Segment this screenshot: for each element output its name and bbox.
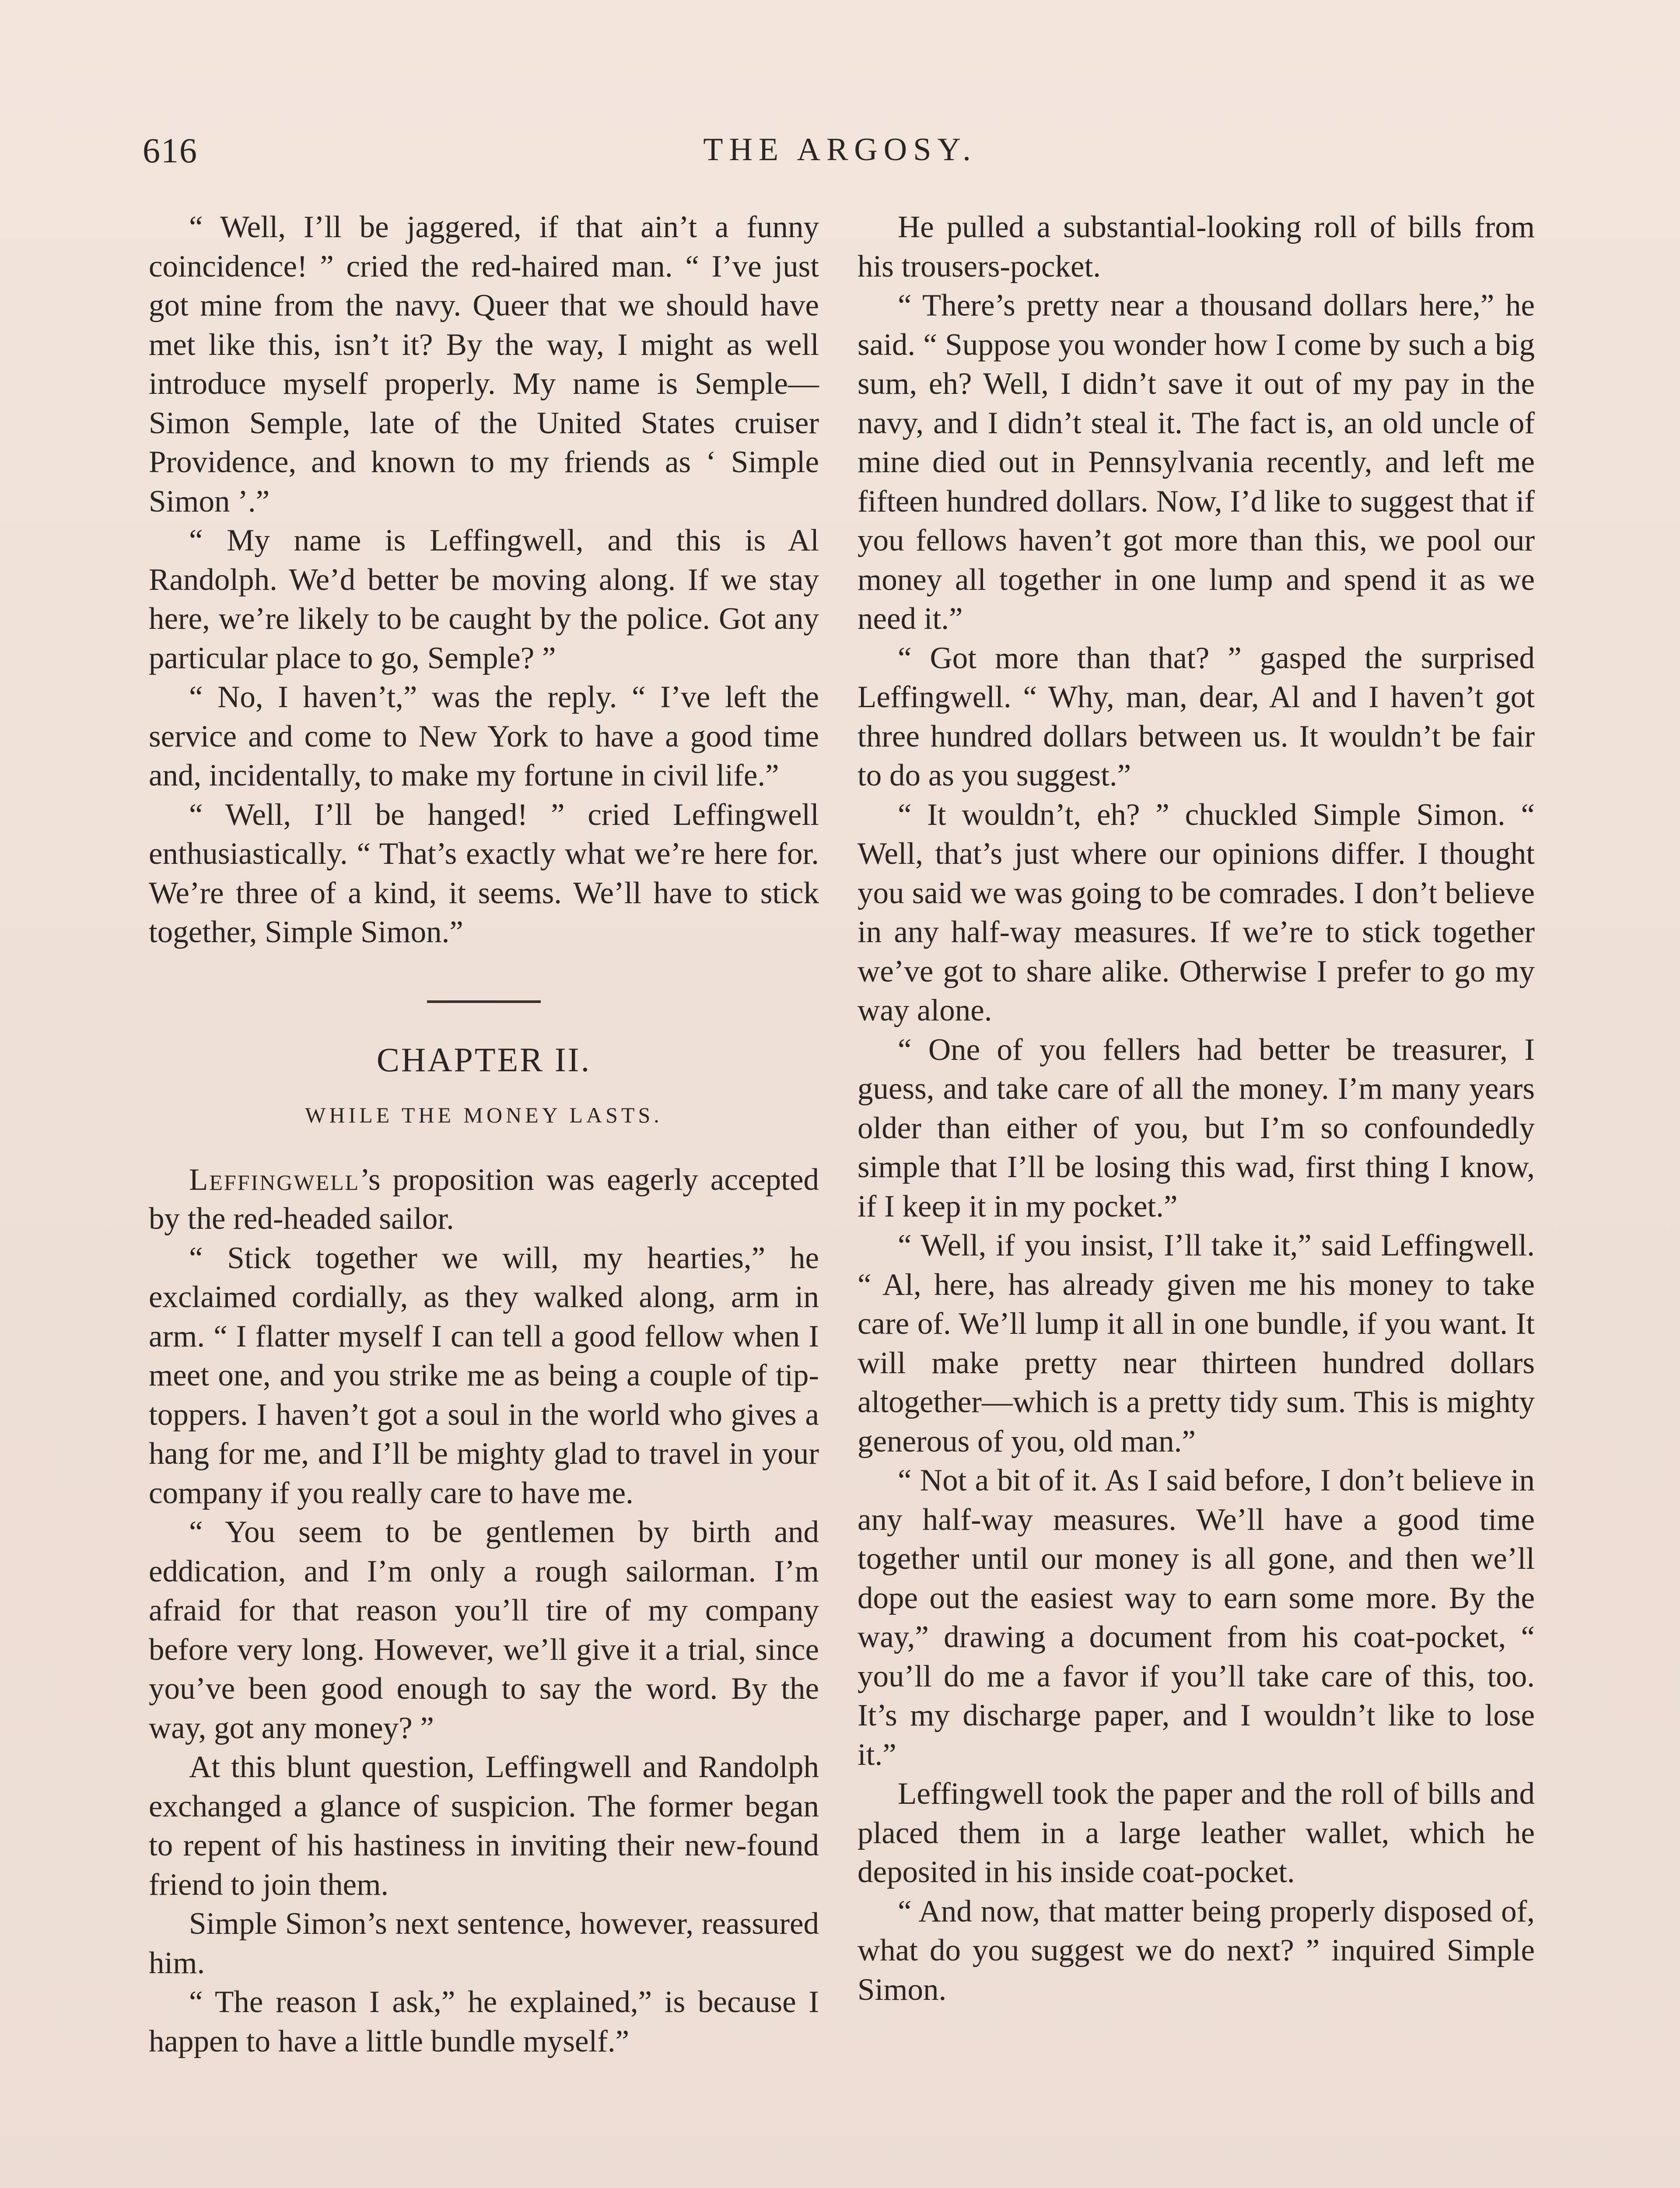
left-column [149,208,819,2061]
paragraph: Leffingwell took the paper and the roll of bills and placed them in a large leather wallet, which he deposited in his inside coat-pocket. [858,1777,1535,1889]
paragraph: “ Stick together we will, my hearties,” he exclaimed cordially, as they walked along, arm in arm. “ I flatter myself I can tell a good fellow when I meet one, and you strike me as being a couple of tip-toppers. I haven’t got a soul in the world who gives a hang for me, and I’ll be mighty glad to travel in your company if you really care to have me. [149,1241,819,1510]
paragraph: He pulled a substantial-looking roll of bills from his trousers-pocket. [858,210,1535,284]
chapter-title: CHAPTER II. [376,1040,592,1079]
page-header [0,131,1680,175]
right-column [858,208,1535,2009]
section-divider [427,1000,541,1003]
paragraph: “ Well, if you insist, I’ll take it,” said Leffingwell. “ Al, here, has already given me his money to take care of. We’ll lump it all in one bundle, if you want. It will make pretty near thirteen hundred dollars altogether—which is a pretty tidy sum. This is mighty generous of you, old man.” [858,1228,1535,1459]
paragraph: “ Got more than that? ” gasped the surprised Leffingwell. “ Why, man, dear, Al and I haven’t got three hundred dollars between us. It wouldn’t be fair to do as you suggest.” [858,641,1535,792]
paragraph: “ No, I haven’t,” was the reply. “ I’ve left the service and come to New York to have a good time and, incidentally, to make my fortune in civil life.” [149,680,819,792]
paragraph: “ Well, I’ll be jaggered, if that ain’t a funny coincidence! ” cried the red-haired man. “ I’ve just got mine from the navy. Queer that we should have met like this, isn’t it? By the way, I might as well introduce myself properly. My name is Semple—Simon Semple, late of the United States cruiser Providence, and known to my friends as ‘ Simple Simon ’.” [149,210,819,519]
paragraph: “ And now, that matter being properly disposed of, what do you suggest we do next? ” inquired Simple Simon. [858,1894,1535,2007]
paragraph: “ The reason I ask,” he explained,” is because I happen to have a little bundle myself.” [149,1985,819,2058]
paragraph: Simple Simon’s next sentence, however, reassured him. [149,1907,819,1980]
chapter-opening-paragraph [149,1161,819,1239]
paragraph: “ You seem to be gentlemen by birth and eddication, and I’m only a rough sailorman. I’m afraid for that reason you’ll tire of my company before very long. However, we’ll give it a trial, since you’ve been good enough to say the word. By the way, got any money? ” [149,1515,819,1745]
paragraph: “ One of you fellers had better be treasurer, I guess, and take care of all the money. I’m many years older than either of you, but I’m so confoundedly simple that I’ll be losing this wad, first thing I know, if I keep it in my pocket.” [858,1032,1535,1224]
page-number: 616 [143,132,198,170]
opening-small-caps: Leffingwell [189,1162,360,1197]
paragraph: “ It wouldn’t, eh? ” chuckled Simple Simon. “ Well, that’s just where our opinions differ. I thought you said we was going to be comrades. I don’t believe in any half-way measures. If we’re to stick together we’ve got to share alike. Otherwise I prefer to go my way alone. [858,797,1535,1027]
paragraph: “ My name is Leffingwell, and this is Al Randolph. We’d better be moving along. If we stay here, we’re likely to be caught by the police. Got any particular place to go, Semple? ” [149,523,819,675]
paragraph: “ There’s pretty near a thousand dollars here,” he said. “ Suppose you wonder how I come by such a big sum, eh? Well, I didn’t save it out of my pay in the navy, and I didn’t steal it. The fact is, an old uncle of mine died out in Pennsylvania recently, and left me fifteen hundred dollars. Now, I’d like to suggest that if you fellows haven’t got more than this, we pool our money all together in one lump and spend it as we need it.” [858,288,1535,636]
opening-text: ’s proposition was eagerly accepted by the red-headed sailor. [149,1162,819,1236]
paragraph: “ Well, I’ll be hanged! ” cried Leffingwell enthusiastically. “ That’s exactly what we’re here for. We’re three of a kind, it seems. We’ll have to stick together, Simple Simon.” [149,797,819,949]
running-title: THE ARGOSY. [703,132,977,168]
chapter-subtitle: WHILE THE MONEY LASTS. [305,1102,663,1127]
paragraph: At this blunt question, Leffingwell and Randolph exchanged a glance of suspicion. The former began to repent of his hastiness in inviting their new-found friend to join them. [149,1750,819,1902]
paragraph: “ Not a bit of it. As I said before, I don’t believe in any half-way measures. We’ll have a good time together until our money is all gone, and then we’ll dope out the easiest way to earn some more. By the way,” drawing a document from his coat-pocket, “ you’ll do me a favor if you’ll take care of this, too. It’s my discharge paper, and I wouldn’t like to lose it.” [858,1463,1535,1772]
